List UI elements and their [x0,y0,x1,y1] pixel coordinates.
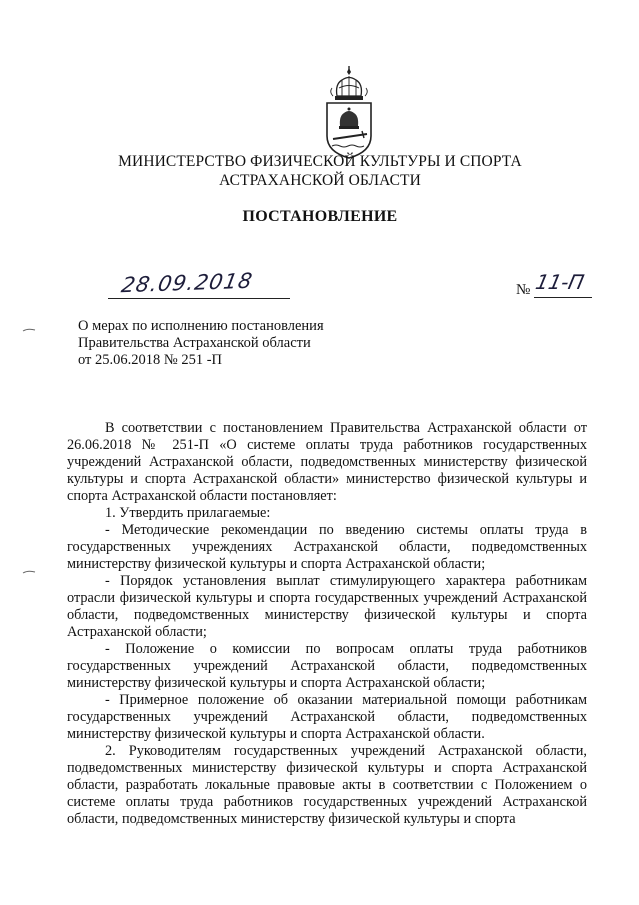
body-paragraph: 1. Утвердить прилагаемые: [105,505,271,521]
date-underline [108,298,290,299]
body-paragraph: - Положение о комиссии по вопросам оплаты труда работников государственных учреждений Астраханской области, подведомственных министерству физической культуры и спорта Астраханской области; [67,641,587,691]
handwritten-date: 28.09.2018 [119,268,255,298]
document-body [67,420,587,828]
document-type-title: ПОСТАНОВЛЕНИЕ [242,208,398,225]
ministry-name-line2: АСТРАХАНСКОЙ ОБЛАСТИ [219,172,421,189]
body-paragraph: - Методические рекомендации по введению системы оплаты труда в государственных учреждениях Астраханской области, подведомственных министерству физической культуры и спорта Астраханской области; [67,522,587,572]
number-label: № [516,282,531,298]
coat-of-arms-icon [320,66,378,160]
subject-line: О мерах по исполнению постановления [78,318,324,334]
body-paragraph: В соответствии с постановлением Правительства Астраханской области от 26.06.2018 № 251-П «О системе оплаты труда работников государственных учреждений Астраханской области, подведомственных министерству физической культуры и спорта Астраханской области» министерство физической культуры и спорта Астраханской области постановляет: [67,420,587,504]
ministry-name-line1: МИНИСТЕРСТВО ФИЗИЧЕСКОЙ КУЛЬТУРЫ И СПОРТА [118,153,522,170]
document-subject [78,318,324,369]
body-paragraph: 2. Руководителям государственных учреждений Астраханской области, подведомственных министерству физической культуры и спорта Астраханской области, разработать локальные правовые акты в соответствии с Положением о системе оплаты труда работников государственных учреждений Астраханской области, подведомственных министерству физической культуры и спорта [67,743,587,827]
handwritten-number: 11-П [533,270,587,294]
subject-line: от 25.06.2018 № 251 -П [78,352,223,368]
body-paragraph: - Порядок установления выплат стимулирующего характера работникам отрасли физической культуры и спорта государственных учреждений Астраханской области, подведомственных министерству физической культуры и спорта Астраханской области; [67,573,587,640]
number-underline [534,297,592,298]
subject-line: Правительства Астраханской области [78,335,311,351]
body-paragraph: - Примерное положение об оказании материальной помощи работникам государственных учреждений Астраханской области, подведомственных министерству физической культуры и спорта Астраханской области. [67,692,587,742]
margin-mark [22,569,36,575]
ministry-name [100,152,540,190]
margin-mark [22,327,36,333]
